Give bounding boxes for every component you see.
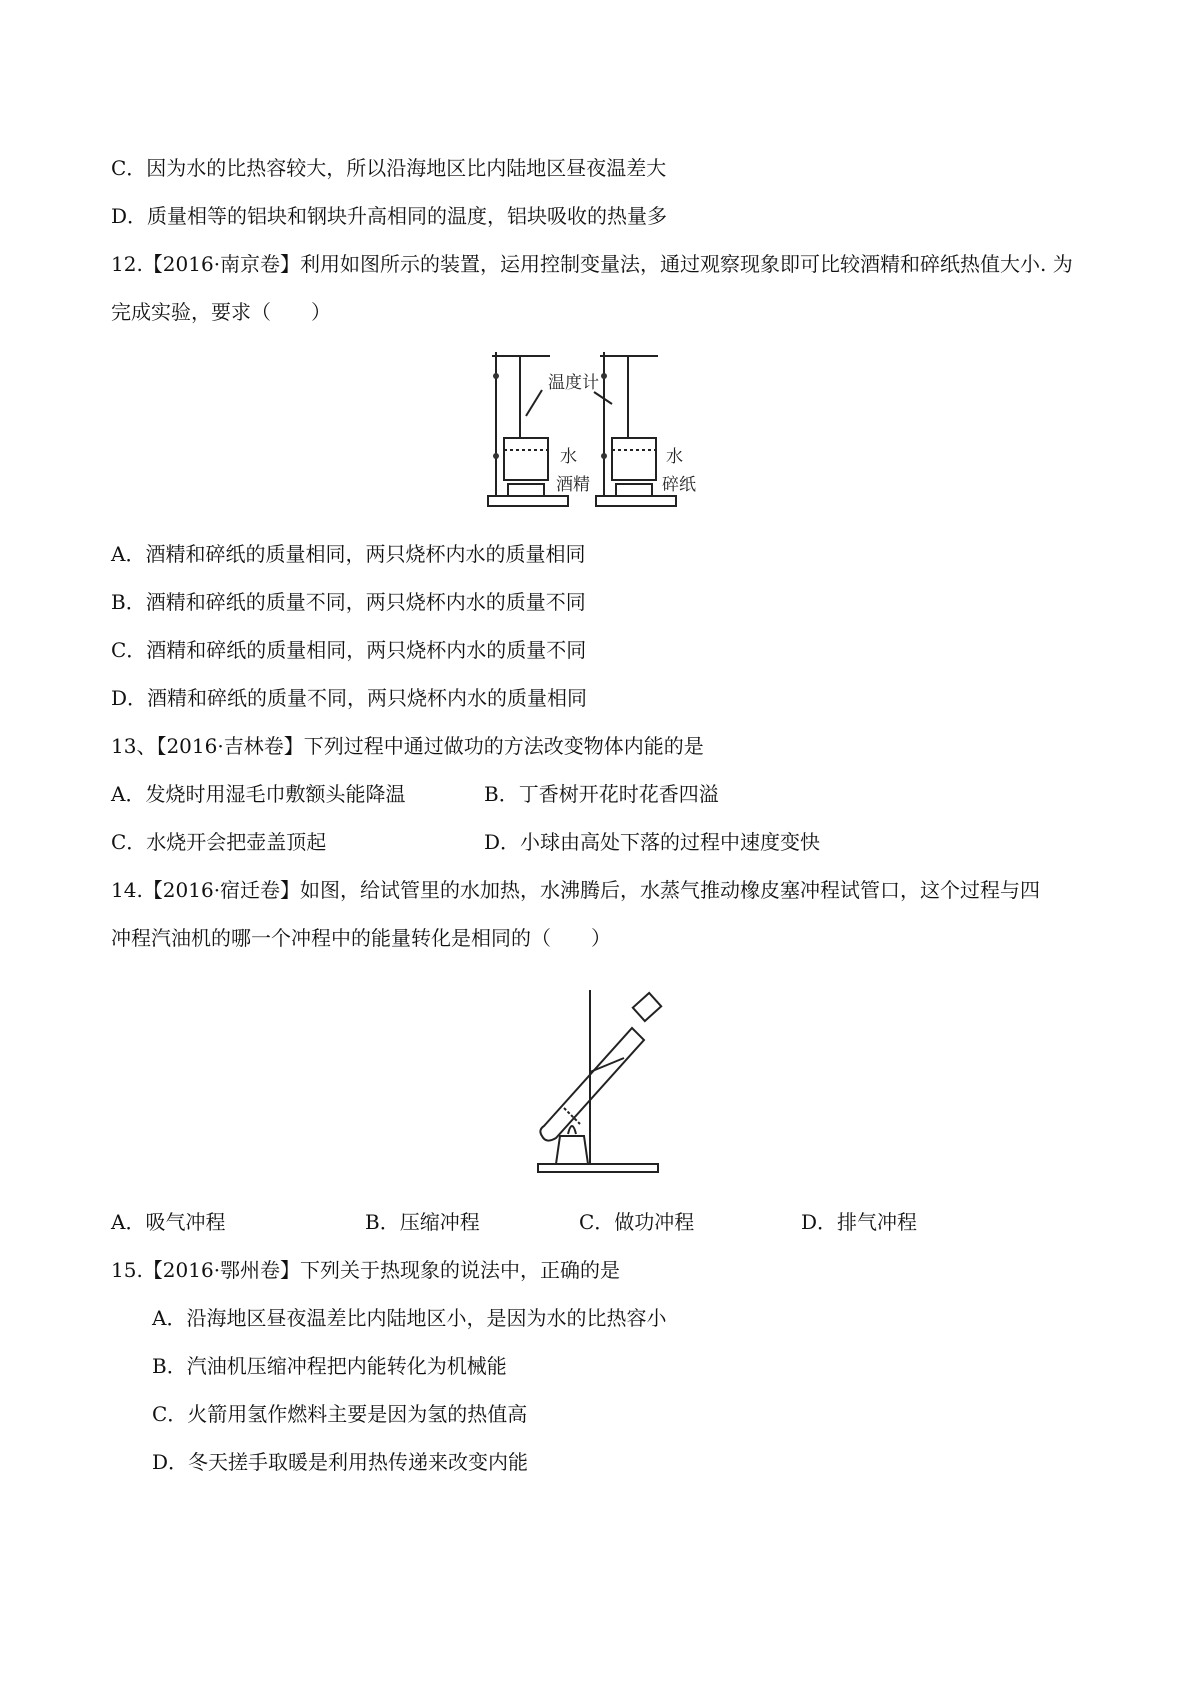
q14-option-a: A．吸气冲程 [111,1210,226,1234]
q13-stem: 13、【2016·吉林卷】下列过程中通过做功的方法改变物体内能的是 [111,734,704,758]
label-alcohol: 酒精 [556,475,590,495]
q14-test-tube-figure [528,978,678,1178]
label-paper: 碎纸 [662,475,696,495]
q15-option-c: C．火箭用氢作燃料主要是因为氢的热值高 [152,1402,528,1426]
q13-option-b: B．丁香树开花时花香四溢 [484,782,719,806]
q15-stem: 15.【2016·鄂州卷】下列关于热现象的说法中，正确的是 [111,1258,621,1282]
q15-option-a: A．沿海地区昼夜温差比内陆地区小，是因为水的比热容小 [152,1306,667,1330]
q14-stem-line1: 14.【2016·宿迁卷】如图，给试管里的水加热，水沸腾后，水蒸气推动橡皮塞冲程试管口，这个过程与四 [111,878,1041,902]
q13-option-a: A．发烧时用湿毛巾敷额头能降温 [111,782,406,806]
label-water-left: 水 [560,447,577,467]
label-water-right: 水 [666,447,683,467]
q13-option-d: D．小球由高处下落的过程中速度变快 [484,830,821,854]
q14-stem-line2: 冲程汽油机的哪一个冲程中的能量转化是相同的（ ） [111,926,611,950]
q13-option-c: C．水烧开会把壶盖顶起 [111,830,327,854]
q12-stem-line1: 12.【2016·南京卷】利用如图所示的装置，运用控制变量法，通过观察现象即可比较酒精和碎纸热值大小. 为 [111,252,1073,276]
q12-option-c: C．酒精和碎纸的质量相同，两只烧杯内水的质量不同 [111,638,587,662]
q15-option-b: B．汽油机压缩冲程把内能转化为机械能 [152,1354,507,1378]
q14-option-d: D．排气冲程 [801,1210,918,1234]
q15-option-d: D．冬天搓手取暖是利用热传递来改变内能 [152,1450,529,1474]
q11-option-d: D．质量相等的铝块和钢块升高相同的温度，铝块吸收的热量多 [111,204,668,228]
q11-option-c: C．因为水的比热容较大，所以沿海地区比内陆地区昼夜温差大 [111,156,667,180]
q12-option-b: B．酒精和碎纸的质量不同，两只烧杯内水的质量不同 [111,590,586,614]
q14-option-b: B．压缩冲程 [365,1210,480,1234]
q14-option-c: C．做功冲程 [579,1210,695,1234]
label-thermometer: 温度计 [548,373,599,393]
q12-option-d: D．酒精和碎纸的质量不同，两只烧杯内水的质量相同 [111,686,588,710]
q12-option-a: A．酒精和碎纸的质量相同，两只烧杯内水的质量相同 [111,542,586,566]
q12-stem-line2: 完成实验，要求（ ） [111,300,331,324]
q12-apparatus-figure [478,346,708,514]
